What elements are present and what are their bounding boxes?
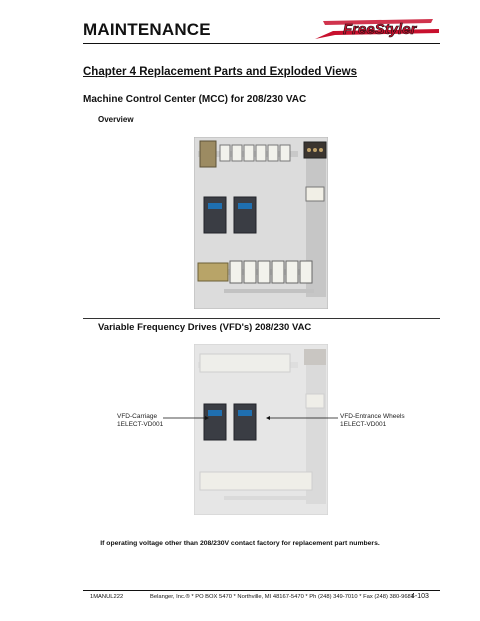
footer-rule xyxy=(83,590,440,591)
footer-page-number: 4-103 xyxy=(411,593,429,600)
footer-company: Belanger, Inc.® * PO BOX 5470 * Northville, MI 48167-5470 * Ph (248) 349-7010 * Fax (248) 380-9681 xyxy=(150,594,414,600)
footer-doc-id: 1MANUL222 xyxy=(90,594,124,600)
callout-right-name: VFD-Entrance Wheels xyxy=(340,413,405,420)
voltage-note: If operating voltage other than 208/230V contact factory for replacement part numbers. xyxy=(100,540,380,547)
overview-label: Overview xyxy=(98,115,134,124)
callout-left-part: 1ELECT-VD001 xyxy=(117,421,164,428)
vfd-heading: Variable Frequency Drives (VFD's) 208/230 VAC xyxy=(98,322,312,333)
callout-left-name: VFD-Carriage xyxy=(117,413,158,420)
section-title: Machine Control Center (MCC) for 208/230 VAC xyxy=(83,94,307,105)
header-title: MAINTENANCE xyxy=(83,20,211,39)
chapter-title: Chapter 4 Replacement Parts and Exploded Views xyxy=(83,66,357,78)
callout-vfd-entrance-wheels xyxy=(340,413,405,429)
callout-right-part: 1ELECT-VD001 xyxy=(340,421,387,428)
callout-vfd-carriage xyxy=(117,413,163,429)
svg-text:FreeStyler: FreeStyler xyxy=(343,21,417,38)
